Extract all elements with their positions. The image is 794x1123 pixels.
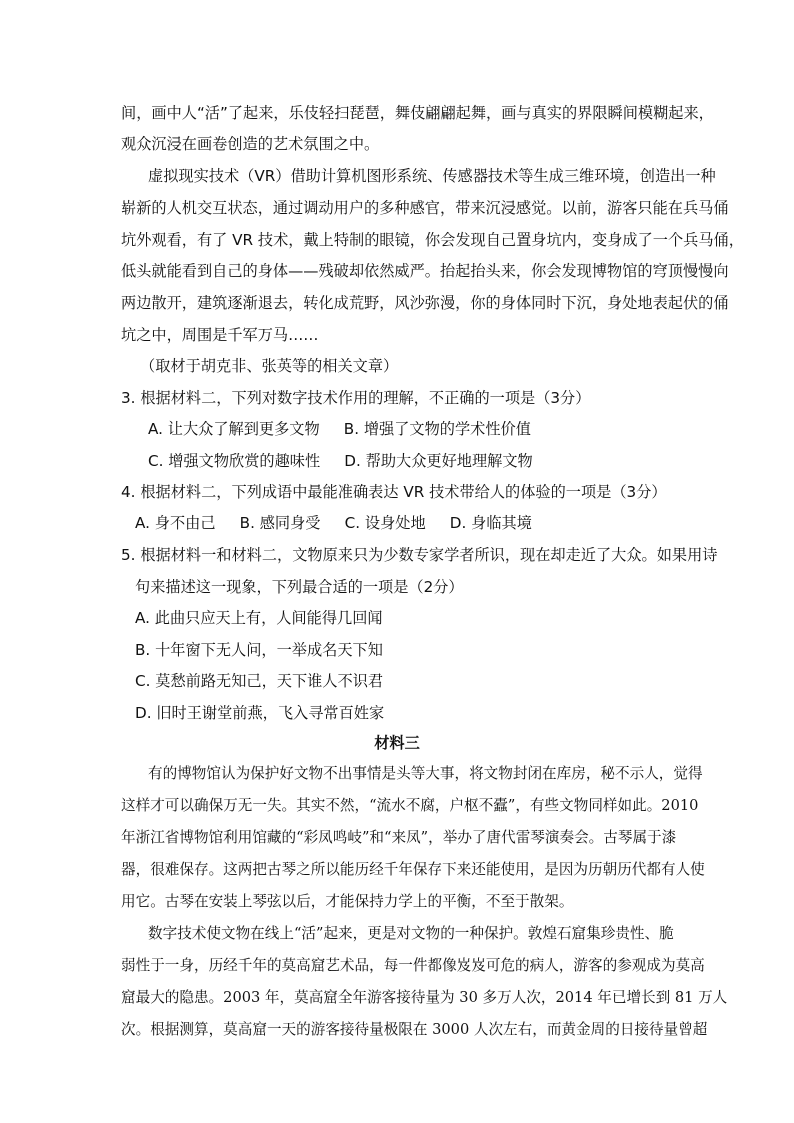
text-line: 坑之中，周围是千军万马…… — [121, 326, 319, 344]
source-citation: （取材于胡克非、张英等的相关文章） — [140, 357, 399, 375]
text-line: 数字技术使文物在线上“活”起来，更是对文物的一种保护。敦煌石窟集珍贵性、脆 — [148, 925, 674, 942]
text-line: 用它。古琴在安装上琴弦以后，才能保持力学上的平衡，不至于散架。 — [121, 893, 574, 910]
text-line: 虚拟现实技术（VR）借助计算机图形系统、传感器技术等生成三维环境，创造出一种 — [148, 167, 716, 185]
q5-option-d: D. 旧时王谢堂前燕，飞入寻常百姓家 — [135, 704, 385, 722]
question-3-stem: 3. 根据材料二，下列对数字技术作用的理解，不正确的一项是（3分） — [121, 389, 591, 407]
q4-option-d: D. 身临其境 — [449, 514, 532, 532]
text-line: 两边散开，建筑逐渐退去，转化成荒野，风沙弥漫，你的身体同时下沉，身处地表起伏的俑 — [121, 294, 729, 312]
text-line: 这样才可以确保万无一失。其实不然，“流水不腐，户枢不蠹”，有些文物同样如此。2010 — [121, 797, 699, 814]
question-4-options — [135, 513, 532, 533]
q5-option-a: A. 此曲只应天上有，人间能得几回闻 — [135, 609, 383, 627]
section-title: 材料三 — [374, 734, 420, 752]
q3-option-a: A. 让大众了解到更多文物 — [148, 420, 320, 438]
text-line: 窟最大的隐患。2003 年，莫高窟全年游客接待量为 30 多万人次，2014 年已增长到 81 万人 — [121, 989, 728, 1006]
question-5-stem: 5. 根据材料一和材料二，文物原来只为少数专家学者所识，现在却走近了大众。如果用诗 — [121, 546, 718, 564]
q5-option-c: C. 莫愁前路无知己，天下谁人不识君 — [135, 672, 384, 690]
q4-option-b: B. 感同身受 — [239, 514, 321, 532]
text-line: 年浙江省博物馆利用馆藏的“彩凤鸣岐”和“来凤”，举办了唐代雷琴演奏会。古琴属于漆 — [121, 829, 677, 846]
question-4-stem: 4. 根据材料二，下列成语中最能准确表达 VR 技术带给人的体验的一项是（3分） — [121, 483, 667, 501]
text-line: 次。根据测算，莫高窟一天的游客接待量极限在 3000 人次左右，而黄金周的日接待量曾超 — [121, 1021, 708, 1038]
text-line: 坑外观看，有了 VR 技术，戴上特制的眼镜，你会发现自己置身坑内，变身成了一个兵马俑， — [121, 231, 744, 249]
question-3-options-row2 — [148, 451, 533, 471]
q3-option-b: B. 增强了文物的学术性价值 — [343, 420, 531, 438]
text-line: 崭新的人机交互状态，通过调动用户的多种感官，带来沉浸感觉。以前，游客只能在兵马俑 — [121, 199, 729, 217]
text-line: 观众沉浸在画卷创造的艺术氛围之中。 — [121, 135, 380, 153]
text-line: 器，很难保存。这两把古琴之所以能历经千年保存下来还能使用，是因为历朝历代都有人使 — [121, 861, 705, 878]
q3-option-c: C. 增强文物欣赏的趣味性 — [148, 452, 321, 470]
q5-option-b: B. 十年窗下无人问，一举成名天下知 — [135, 641, 383, 659]
q3-option-d: D. 帮助大众更好地理解文物 — [344, 452, 533, 470]
text-line: 弱性于一身，历经千年的莫高窟艺术品，每一件都像岌岌可危的病人，游客的参观成为莫高 — [121, 957, 705, 974]
question-5-stem-cont: 句来描述这一现象，下列最合适的一项是（2分） — [135, 578, 464, 596]
text-line: 有的博物馆认为保护好文物不出事情是头等大事，将文物封闭在库房，秘不示人，觉得 — [148, 765, 703, 782]
text-line: 间，画中人“活”了起来，乐伎轻扫琵琶，舞伎翩翩起舞，画与真实的界限瞬间模糊起来， — [121, 104, 714, 122]
q4-option-c: C. 设身处地 — [344, 514, 426, 532]
question-3-options-row1 — [148, 419, 531, 439]
text-line: 低头就能看到自己的身体——残破却依然威严。抬起抬头来，你会发现博物馆的穹顶慢慢向 — [121, 262, 729, 280]
q4-option-a: A. 身不由己 — [135, 514, 216, 532]
